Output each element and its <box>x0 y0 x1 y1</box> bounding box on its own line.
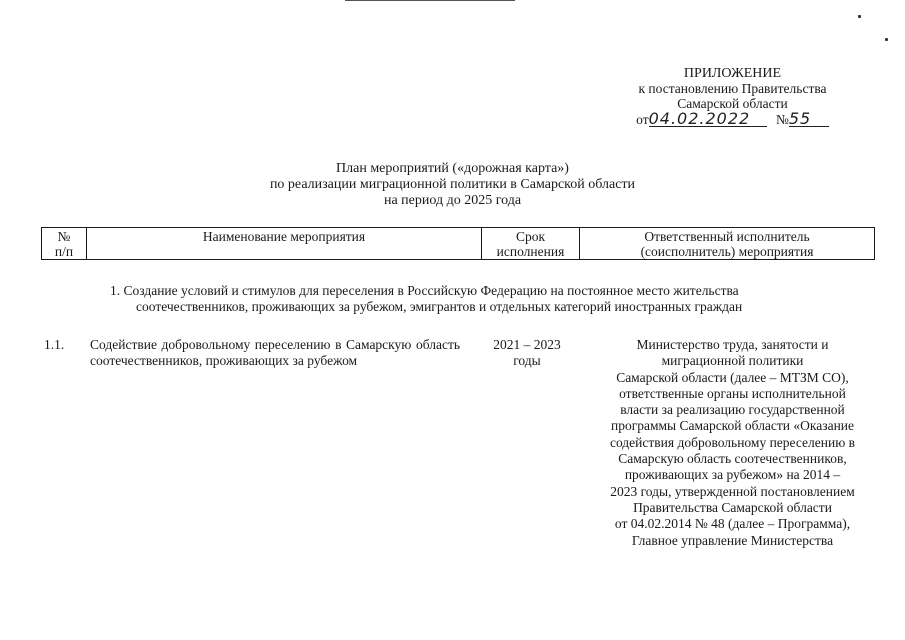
plan-title-line: по реализации миграционной политики в Самарской области <box>269 177 636 192</box>
section-line: соотечественников, проживающих за рубежом, эмигрантов и отдельных категорий иностранных граждан <box>136 299 743 314</box>
row-term-line: 2021 – 2023 <box>493 337 561 352</box>
header-resp-line: (соисполнитель) мероприятия <box>640 244 814 259</box>
resp-line: ответственные органы исполнительной <box>619 385 846 401</box>
section-line: 1. Создание условий и стимулов для переселения в Российскую Федерацию на постоянное место жительства <box>110 283 739 298</box>
appendix-title: ПРИЛОЖЕНИЕ <box>683 66 782 81</box>
header-num-line: п/п <box>54 244 74 259</box>
resp-line: от 04.02.2014 № 48 (далее – Программа), <box>614 516 851 532</box>
appendix-block <box>600 66 865 127</box>
scan-top-line <box>345 0 515 1</box>
resp-line: Правительства Самарской области <box>633 499 832 515</box>
handwritten-date: 04.02.2022 <box>649 112 767 127</box>
resp-line: Главное управление Министерства <box>631 532 834 548</box>
handwritten-number: 55 <box>789 112 829 127</box>
appendix-line: к постановлению Правительства <box>638 81 827 96</box>
table-header <box>41 227 875 260</box>
scan-speck <box>885 38 888 41</box>
header-term-line: Срок <box>515 229 546 244</box>
header-num-line: № <box>57 229 71 244</box>
number-prefix: № <box>775 112 789 127</box>
header-num <box>42 228 87 260</box>
plan-title <box>200 161 705 209</box>
header-term-line: исполнения <box>496 244 565 259</box>
resp-line: содействия добровольному переселению в <box>609 434 856 450</box>
resp-line: власти за реализацию государственной <box>620 402 845 418</box>
resp-line: Министерство труда, занятости и <box>636 337 829 352</box>
section-heading <box>110 283 830 315</box>
row-responsible <box>585 337 880 549</box>
resp-line: Самарскую область соотечественников, <box>618 451 847 467</box>
row-activity-name: Содействие добровольному переселению в Самарскую область соотечественников, проживающих за рубежом <box>90 337 460 368</box>
header-name: Наименование мероприятия <box>87 228 482 260</box>
header-responsible <box>580 228 875 260</box>
resp-line: 2023 годы, утвержденной постановлением <box>610 483 855 499</box>
row-term-line: годы <box>513 353 541 368</box>
row-number: 1.1. <box>44 337 65 352</box>
header-resp-line: Ответственный исполнитель <box>644 229 810 244</box>
resp-line: Самарской области (далее – МТЗМ СО), <box>616 369 849 385</box>
resp-line: проживающих за рубежом» на 2014 – <box>624 467 841 483</box>
resp-line: миграционной политики <box>661 353 804 369</box>
plan-title-line: План мероприятий («дорожная карта») <box>336 161 569 176</box>
resp-line: программы Самарской области «Оказание <box>610 418 855 434</box>
header-term <box>482 228 580 260</box>
appendix-date-line <box>636 109 829 128</box>
scan-speck <box>858 15 861 18</box>
appendix-line: Самарской области <box>677 96 788 111</box>
row-term <box>486 337 568 369</box>
date-prefix: от <box>636 112 649 127</box>
plan-title-line: на период до 2025 года <box>383 193 522 208</box>
